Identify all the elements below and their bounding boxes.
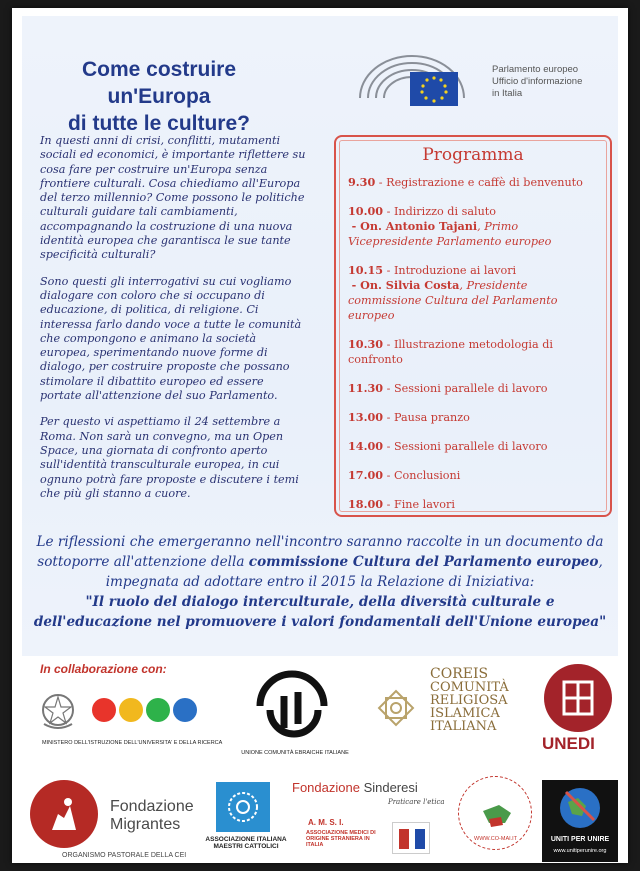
intro-paragraph: Sono questi gli interrogativi su cui vogliamo dialogare con coloro che si occupano di educazione, di politica, di religione. Ci interessa farlo dando voce a tutte le comunità che compongono e animano la società europea, sperimentando nuove forme di dialogo, per costruire proposte che possano stimolare il dibattito europeo ed essere portate all'attenzione del suo Parlamento. <box>40 274 302 403</box>
unedi-circle-icon <box>544 664 612 732</box>
programma-item: 10.15 - Introduzione ai lavori - On. Silvia Costa, Presidente commissione Cultura del Parlamento europeo <box>348 263 558 322</box>
uniti-title: UNITI PER UNIRE <box>550 836 610 843</box>
collaboration-label: In collaborazione con: <box>40 662 167 676</box>
programma-title: Programma <box>422 145 524 165</box>
sinderesi-tagline: Praticare l'etica <box>388 798 445 806</box>
poster-title <box>34 56 284 137</box>
globe-icon <box>542 780 618 832</box>
title-line-2: di tutte le culture? <box>67 112 250 135</box>
migrantes-caption: ORGANISMO PASTORALE DELLA CEI <box>62 852 187 859</box>
intro-text <box>40 134 308 513</box>
european-parliament-logo <box>352 48 602 118</box>
programma-item: 17.00 - Conclusioni <box>348 468 461 482</box>
programma-box <box>334 135 612 517</box>
closing-statement: Le riflessioni che emergeranno nell'incontro saranno raccolte in un documento da sottoporre all'attenzione della commissione Cultura del Parlamento europeo, impegnata ad adottare entro il 2015 la Relazione di Iniziativa: "Il ruolo del dialogo interculturale, della diversità culturale e dell'educazione nel promuovere i valori fondamentali dell'Unione europea" <box>33 534 607 630</box>
mondo-arabo-url: WWW.CO-MAI.IT <box>474 836 518 842</box>
sinderesi-logo: Fondazione Sinderesi <box>292 780 418 795</box>
unedi-logo <box>540 664 614 760</box>
report-title-quote: "Il ruolo del dialogo interculturale, della diversità culturale e dell'educazione nel promuovere i valori fondamentali dell'Unione europea" <box>33 594 607 630</box>
unedi-label: UNEDI <box>542 734 595 753</box>
coreis-logo: COREIS COMUNITÀ RELIGIOSA ISLAMICA ITALIANA <box>372 668 532 758</box>
amsi-title: A. M. S. I. <box>308 818 344 827</box>
programma-item: 18.00 - Fine lavori <box>348 497 455 511</box>
programma-list <box>348 175 598 512</box>
uniti-url: www.unitiperunire.org <box>553 848 607 854</box>
coreis-ornament-icon <box>376 688 416 728</box>
migrantes-logo: Fondazione Migrantes ORGANISMO PASTORALE DELLA CEI <box>22 776 212 861</box>
sinderesi-amsi-logos <box>288 772 448 862</box>
programma-item: 10.30 - Illustrazione metodologia di confronto <box>348 337 553 366</box>
amsi-caption: ASSOCIAZIONE MEDICI DI ORIGINE STRANIERA IN ITALIA <box>306 830 376 848</box>
ucei-caption: UNIONE COMUNITÀ EBRAICHE ITALIANE <box>241 750 349 756</box>
title-line-1: Come costruire un'Europa <box>81 58 237 108</box>
mondo-arabo-logo <box>452 774 538 860</box>
programma-item: 14.00 - Sessioni parallele di lavoro <box>348 439 548 453</box>
hemicycle-icon <box>352 48 482 114</box>
ucei-logo <box>230 666 360 761</box>
intro-paragraph: Per questo vi aspettiamo il 24 settembre a Roma. Non sarà un convegno, ma un Open Space, una giornata di confronto aperto sull'identità transculturale europea, in cui ognuno potrà fare proposte e discutere i temi che più gli stanno a cuore. <box>40 415 299 500</box>
miur-logo <box>22 680 222 750</box>
aimc-logo: ASSOCIAZIONE ITALIANA MAESTRI CATTOLICI <box>204 780 288 862</box>
italian-emblem-icon <box>38 688 78 732</box>
programma-item: 11.30 - Sessioni parallele di lavoro <box>348 381 548 395</box>
commission-name: commissione Cultura del Parlamento europeo <box>248 554 599 570</box>
poster <box>12 8 628 863</box>
partner-logos <box>12 656 628 863</box>
migrantes-circle-icon <box>30 780 98 848</box>
intro-paragraph: In questi anni di crisi, conflitti, mutamenti sociali ed economici, è importante riflettere su cosa fare per costruire un'Europa senza frontiere culturali. Cosa chiediamo all'Europa del terzo millennio? Come possono le politiche culturali guidare tali cambiamenti, accompagnando la costruzione di una nuova identità europea che garantisca le sue tante specificità culturali? <box>40 134 306 262</box>
ep-office-label: Parlamento europeo Ufficio d'informazione in Italia <box>492 64 583 99</box>
programma-item: 9.30 - Registrazione e caffè di benvenuto <box>348 175 583 189</box>
programma-item: 13.00 - Pausa pranzo <box>348 410 470 424</box>
programma-item: 10.00 - Indirizzo di saluto - On. Antonio Tajani, Primo Vicepresidente Parlamento europeo <box>348 204 552 248</box>
uniti-per-unire-logo <box>542 780 618 862</box>
ucei-symbol-icon <box>250 666 340 746</box>
aimc-square-icon <box>216 782 270 832</box>
amsi-cross-icon <box>392 822 430 854</box>
miur-caption: MINISTERO DELL'ISTRUZIONE DELL'UNIVERSITA' E DELLA RICERCA <box>42 740 223 746</box>
